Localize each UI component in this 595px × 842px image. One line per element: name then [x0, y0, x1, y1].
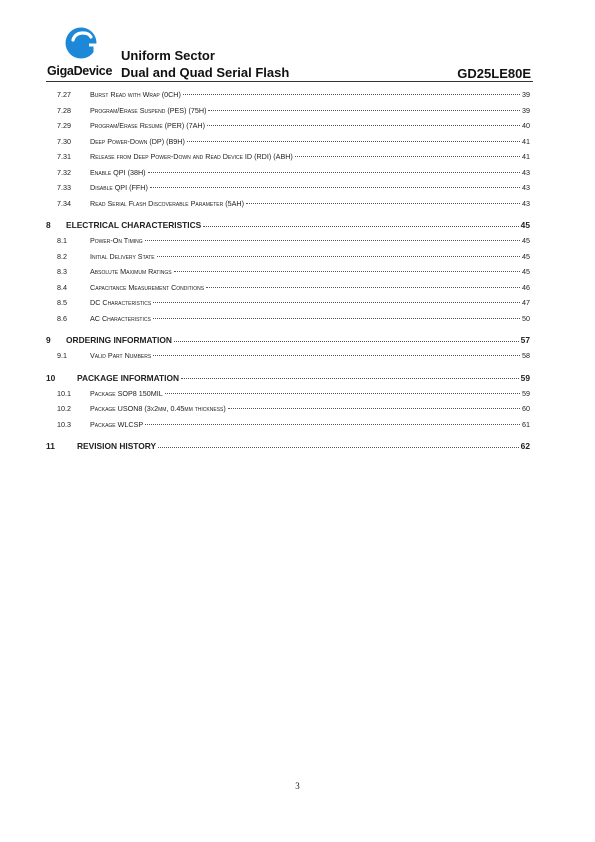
toc-entry-page: 58 — [522, 351, 530, 360]
toc-entry-page: 39 — [522, 90, 530, 99]
toc-entry-page: 41 — [522, 152, 530, 161]
toc-chapter-entry[interactable] — [46, 329, 530, 351]
toc-leader-dots — [181, 378, 519, 379]
toc-entry[interactable] — [46, 168, 530, 184]
toc-entry-title: ELECTRICAL CHARACTERISTICS — [66, 220, 202, 230]
toc-entry-page: 57 — [520, 335, 530, 345]
toc-entry[interactable] — [46, 420, 530, 436]
toc-entry[interactable] — [46, 267, 530, 283]
toc-entry-title: Program/Erase Resume (PER) (7AH) — [90, 121, 205, 130]
toc-entry-page: 45 — [522, 236, 530, 245]
toc-entry-number: 8 — [46, 220, 51, 230]
toc-entry[interactable] — [46, 199, 530, 215]
toc-leader-dots — [208, 110, 520, 111]
toc-entry-title: Enable QPI (38H) — [90, 167, 146, 177]
toc-entry-title: Program/Erase Suspend (PES) (75H) — [90, 105, 207, 115]
toc-entry-page: 45 — [520, 220, 530, 230]
toc-entry-title: Power-On Timing — [90, 236, 143, 245]
toc-entry[interactable] — [46, 152, 530, 168]
toc-leader-dots — [228, 408, 520, 409]
toc-leader-dots — [174, 271, 520, 272]
toc-chapter-entry[interactable] — [46, 435, 530, 457]
toc-leader-dots — [150, 187, 520, 188]
toc-entry-number: 7.34 — [57, 198, 71, 208]
toc-entry-number: 7.27 — [57, 90, 71, 99]
toc-entry-title: Release from Deep Power-Down and Read Device ID (RDI) (ABH) — [90, 152, 293, 161]
toc-leader-dots — [145, 240, 520, 241]
toc-entry-title: Valid Part Numbers — [90, 351, 152, 360]
toc-entry[interactable] — [46, 90, 530, 106]
toc-entry[interactable] — [46, 314, 530, 330]
toc-entry-title: Package SOP8 150MIL — [90, 388, 163, 398]
toc-entry-title: Burst Read with Wrap (0CH) — [90, 90, 181, 99]
brand-name: GigaDevice — [47, 64, 113, 78]
toc-entry-number: 8.2 — [57, 251, 67, 261]
toc-entry-title: Capacitance Measurement Conditions — [90, 282, 205, 292]
table-of-contents — [46, 90, 530, 457]
header-title-line2: Dual and Quad Serial Flash — [121, 65, 290, 80]
toc-entry-number: 7.28 — [57, 105, 71, 115]
part-number: GD25LE80E — [457, 66, 531, 81]
toc-entry-title: Read Serial Flash Discoverable Parameter (5AH) — [90, 198, 244, 208]
toc-leader-dots — [145, 424, 520, 425]
toc-entry-number: 11 — [46, 441, 55, 451]
toc-leader-dots — [158, 447, 519, 448]
toc-entry-number: 8.1 — [57, 236, 67, 245]
toc-entry-number: 7.33 — [57, 183, 71, 192]
toc-entry-number: 8.4 — [57, 282, 67, 292]
toc-entry-title: Deep Power-Down (DP) (B9H) — [90, 136, 185, 146]
toc-entry[interactable] — [46, 404, 530, 420]
toc-entry-page: 59 — [522, 388, 530, 398]
toc-leader-dots — [153, 355, 520, 356]
toc-leader-dots — [206, 287, 520, 288]
toc-leader-dots — [148, 172, 520, 173]
toc-entry-number: 7.31 — [57, 152, 71, 161]
toc-entry[interactable] — [46, 252, 530, 268]
toc-entry[interactable] — [46, 137, 530, 153]
toc-leader-dots — [207, 125, 520, 126]
toc-entry-page: 47 — [522, 298, 530, 307]
toc-entry-number: 7.29 — [57, 121, 71, 130]
toc-entry-page: 39 — [522, 105, 530, 115]
toc-entry[interactable] — [46, 351, 530, 367]
toc-entry-title: REVISION HISTORY — [77, 441, 157, 451]
toc-entry-number: 10.1 — [57, 388, 71, 398]
toc-entry-number: 10.2 — [57, 404, 71, 413]
toc-leader-dots — [183, 94, 520, 95]
toc-entry-number: 10.3 — [57, 419, 71, 429]
toc-entry-title: Disable QPI (FFH) — [90, 183, 148, 192]
toc-entry-title: Absolute Maximum Ratings — [90, 267, 172, 276]
toc-entry-number: 10 — [46, 372, 56, 383]
toc-leader-dots — [295, 156, 520, 157]
toc-entry[interactable] — [46, 236, 530, 252]
toc-entry-page: 43 — [522, 198, 530, 208]
toc-entry-title: DC Characteristics — [90, 298, 152, 307]
toc-entry-number: 9.1 — [57, 351, 67, 360]
toc-chapter-entry[interactable] — [46, 214, 530, 236]
header-title-line1: Uniform Sector — [121, 48, 215, 63]
toc-leader-dots — [153, 318, 520, 319]
toc-entry[interactable] — [46, 389, 530, 405]
toc-entry-page: 40 — [522, 121, 530, 130]
toc-entry-number: 7.32 — [57, 167, 71, 177]
toc-entry-page: 43 — [522, 183, 530, 192]
toc-leader-dots — [165, 393, 520, 394]
toc-entry-title: Package WLCSP — [90, 419, 144, 429]
toc-entry-page: 41 — [522, 136, 530, 146]
toc-entry-page: 60 — [522, 404, 530, 413]
toc-entry-page: 50 — [522, 313, 530, 323]
toc-leader-dots — [203, 226, 518, 227]
toc-entry[interactable] — [46, 121, 530, 137]
toc-entry-number: 8.6 — [57, 313, 67, 323]
toc-entry-title: AC Characteristics — [90, 313, 151, 323]
toc-entry-page: 59 — [520, 372, 530, 383]
toc-chapter-entry[interactable] — [46, 367, 530, 389]
toc-leader-dots — [153, 302, 520, 303]
header-divider — [46, 81, 533, 82]
toc-entry-page: 46 — [522, 282, 530, 292]
toc-entry-number: 8.5 — [57, 298, 67, 307]
toc-entry[interactable] — [46, 298, 530, 314]
toc-leader-dots — [174, 341, 519, 342]
page-number: 3 — [295, 781, 300, 791]
toc-entry-title: PACKAGE INFORMATION — [77, 372, 180, 383]
toc-leader-dots — [187, 141, 520, 142]
toc-entry-number: 9 — [46, 335, 51, 345]
toc-entry[interactable] — [46, 183, 530, 199]
toc-entry-number: 8.3 — [57, 267, 67, 276]
toc-entry-title: Initial Delivery State — [90, 251, 155, 261]
toc-entry-title: Package USON8 (3x2mm, 0.45mm thickness) — [90, 404, 226, 413]
toc-leader-dots — [157, 256, 520, 257]
toc-entry[interactable] — [46, 283, 530, 299]
toc-entry-page: 43 — [522, 167, 530, 177]
toc-entry-page: 45 — [522, 251, 530, 261]
toc-entry[interactable] — [46, 106, 530, 122]
toc-entry-page: 62 — [520, 441, 530, 451]
toc-entry-number: 7.30 — [57, 136, 71, 146]
toc-leader-dots — [246, 203, 520, 204]
toc-entry-page: 61 — [522, 419, 530, 429]
toc-entry-title: ORDERING INFORMATION — [66, 335, 172, 345]
toc-entry-page: 45 — [522, 267, 530, 276]
